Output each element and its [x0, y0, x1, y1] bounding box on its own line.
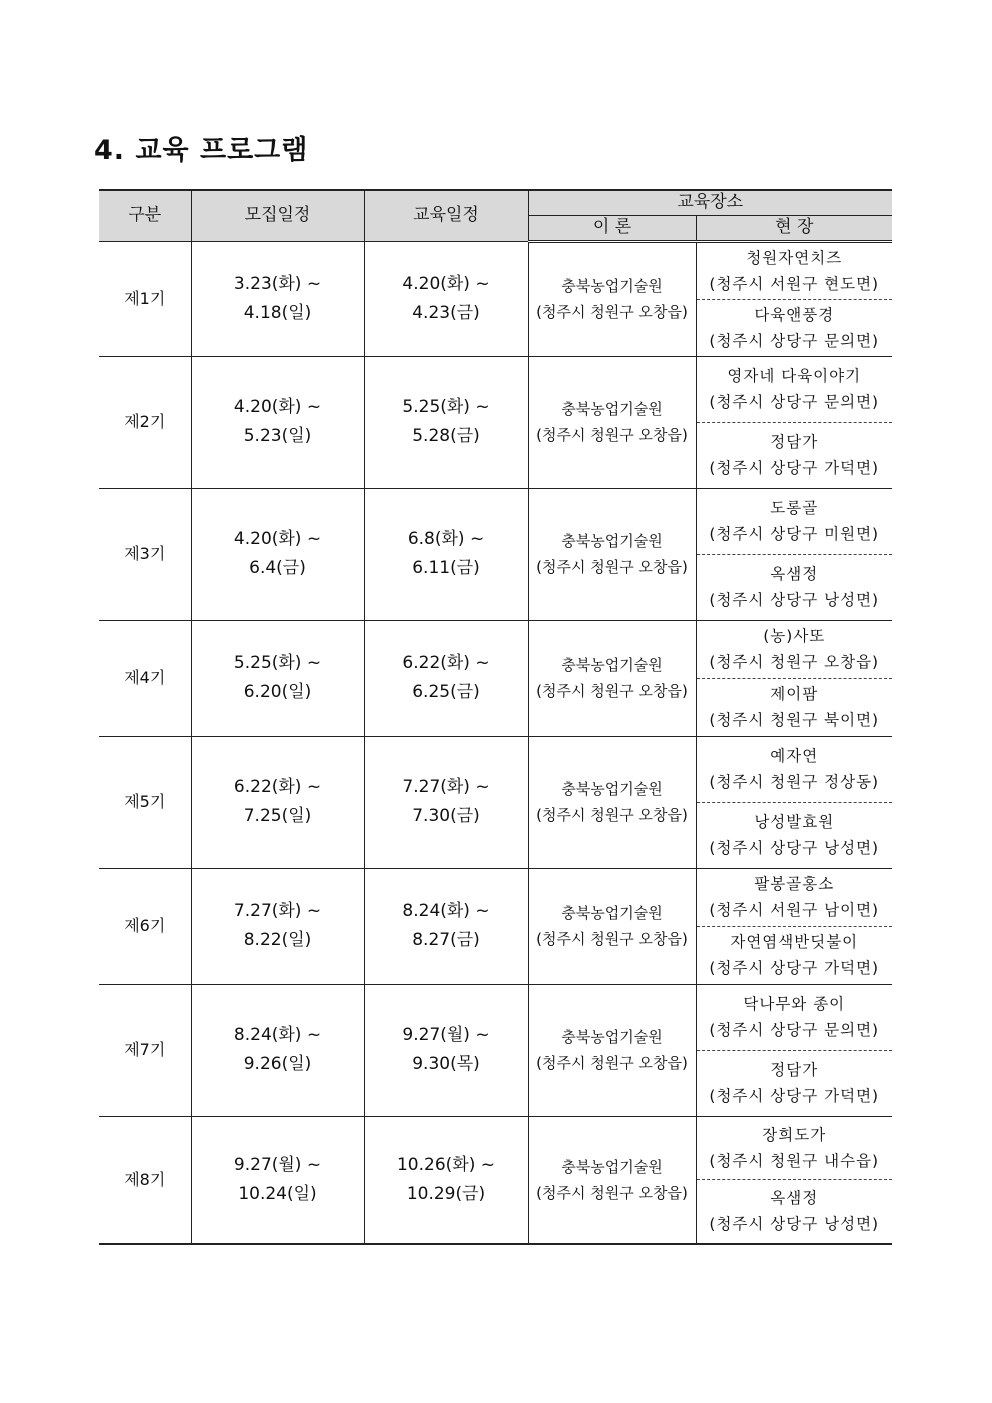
edu-date-line: 8.24(화) ~ — [402, 901, 490, 921]
field-site-cell — [696, 241, 892, 356]
recruit-date-line: 10.24(일) — [238, 1183, 317, 1204]
theory-place-cell — [528, 620, 696, 736]
field-site-address: (청주시 상당구 낭성면) — [709, 1215, 880, 1234]
recruit-date-line: 4.18(일) — [243, 302, 312, 323]
theory-place-line: 충북농업기술원 — [561, 1157, 663, 1176]
field-site-item — [697, 422, 893, 488]
recruit-schedule-cell — [191, 356, 364, 488]
field-site-name: 낭성발효원 — [754, 813, 835, 831]
theory-place-cell — [528, 488, 696, 620]
field-site-cell — [696, 1116, 892, 1244]
field-site-address: (청주시 상당구 문의면) — [709, 1021, 880, 1039]
field-site-address: (청주시 상당구 낭성면) — [709, 591, 880, 609]
field-site-item — [697, 869, 893, 926]
edu-schedule-cell — [364, 984, 528, 1116]
edu-schedule-cell — [364, 488, 528, 620]
header-edu: 교육일정 — [364, 190, 528, 241]
recruit-date-line: 9.27(월) ~ — [233, 1154, 322, 1175]
edu-date-line: 8.27(금) — [412, 930, 480, 950]
header-recruit: 모집일정 — [191, 190, 364, 241]
field-site-name: 영자네 다육이야기 — [727, 367, 862, 385]
theory-place-line: 충북농업기술원 — [561, 532, 663, 550]
field-site-name: 자연염색반딧불이 — [730, 933, 859, 951]
recruit-schedule-cell — [191, 620, 364, 736]
theory-place-line: 충북농업기술원 — [561, 656, 663, 674]
edu-schedule-cell — [364, 868, 528, 984]
generation-cell: 제2기 — [99, 356, 191, 488]
field-site-item — [697, 554, 893, 620]
program-table — [99, 189, 892, 1245]
field-site-address: (청주시 청원구 정상동) — [709, 773, 880, 791]
field-site-address: (청주시 상당구 가덕면) — [709, 459, 880, 477]
recruit-date-line: 4.20(화) ~ — [233, 529, 322, 549]
field-site-name: 팔봉골홍소 — [754, 875, 835, 893]
theory-place-line: (청주시 청원구 오창읍) — [536, 303, 688, 321]
field-site-address: (청주시 청원구 내수읍) — [709, 1151, 880, 1170]
theory-place-line: 충북농업기술원 — [561, 1028, 663, 1046]
edu-date-line: 6.11(금) — [412, 558, 480, 578]
theory-place-line: 충북농업기술원 — [561, 780, 663, 798]
theory-place-line: (청주시 청원구 오창읍) — [536, 806, 688, 824]
edu-date-line: 5.28(금) — [412, 426, 480, 446]
field-site-name: 예자연 — [770, 747, 819, 765]
edu-date-line: 4.23(금) — [412, 302, 480, 323]
edu-schedule-cell — [364, 241, 528, 356]
theory-place-cell — [528, 984, 696, 1116]
recruit-date-line: 6.20(일) — [243, 682, 312, 702]
field-site-address: (청주시 상당구 미원면) — [709, 525, 880, 543]
field-site-list — [697, 985, 893, 1116]
field-site-address: (청주시 상당구 가덕면) — [709, 1087, 880, 1105]
edu-date-line: 10.29(금) — [406, 1183, 486, 1204]
recruit-date-line: 3.23(화) ~ — [233, 273, 322, 294]
edu-date-line: 6.22(화) ~ — [402, 653, 490, 673]
theory-place-line: (청주시 청원구 오창읍) — [536, 682, 688, 700]
field-site-cell — [696, 620, 892, 736]
theory-place-line: (청주시 청원구 오창읍) — [536, 1054, 688, 1072]
table-row — [99, 736, 892, 868]
recruit-schedule-cell — [191, 736, 364, 868]
field-site-address: (청주시 상당구 문의면) — [709, 393, 880, 411]
field-site-name: 정담가 — [770, 433, 819, 451]
recruit-date-line: 7.27(화) ~ — [233, 901, 322, 921]
header-theory: 이 론 — [528, 215, 696, 241]
edu-date-line: 5.25(화) ~ — [402, 397, 490, 417]
field-site-name: 도롱골 — [770, 499, 819, 517]
recruit-date-line: 9.26(일) — [243, 1054, 312, 1074]
theory-place-line: (청주시 청원구 오창읍) — [536, 558, 688, 576]
field-site-address: (청주시 상당구 낭성면) — [709, 839, 880, 857]
header-field: 현 장 — [696, 215, 892, 241]
theory-place-line: 충북농업기술원 — [561, 277, 663, 295]
theory-place-cell — [528, 868, 696, 984]
edu-schedule-cell — [364, 736, 528, 868]
field-site-address: (청주시 상당구 문의면) — [709, 331, 880, 350]
section-title: 4. 교육 프로그램 — [94, 135, 309, 166]
generation-cell: 제5기 — [99, 736, 191, 868]
field-site-item — [697, 299, 893, 356]
field-site-list — [697, 621, 893, 736]
field-site-name: 정담가 — [770, 1061, 819, 1079]
table-row — [99, 488, 892, 620]
edu-date-line: 6.25(금) — [412, 682, 480, 702]
edu-date-line: 9.30(목) — [412, 1054, 480, 1074]
field-site-address: (청주시 청원구 오창읍) — [709, 653, 880, 671]
theory-place-line: (청주시 청원구 오창읍) — [536, 1183, 688, 1202]
field-site-item — [697, 621, 893, 678]
edu-schedule-cell — [364, 1116, 528, 1244]
field-site-name: 장희도가 — [762, 1125, 827, 1144]
theory-place-cell — [528, 1116, 696, 1244]
field-site-item — [697, 243, 893, 299]
edu-date-line: 7.30(금) — [412, 806, 480, 826]
field-site-name: 옥샘정 — [770, 1189, 819, 1208]
field-site-list — [697, 1117, 893, 1243]
field-site-name: 다육앤풍경 — [754, 305, 835, 324]
field-site-cell — [696, 488, 892, 620]
recruit-schedule-cell — [191, 868, 364, 984]
generation-cell: 제7기 — [99, 984, 191, 1116]
field-site-item — [697, 737, 893, 802]
recruit-date-line: 7.25(일) — [243, 806, 312, 826]
field-site-name: (농)사또 — [763, 627, 826, 645]
table-row — [99, 984, 892, 1116]
recruit-schedule-cell — [191, 984, 364, 1116]
theory-place-line: 충북농업기술원 — [561, 400, 663, 418]
field-site-cell — [696, 984, 892, 1116]
field-site-list — [697, 357, 893, 488]
generation-cell: 제3기 — [99, 488, 191, 620]
table-row — [99, 620, 892, 736]
field-site-address: (청주시 서원구 현도면) — [709, 274, 880, 293]
recruit-date-line: 5.25(화) ~ — [233, 653, 322, 673]
theory-place-cell — [528, 241, 696, 356]
field-site-cell — [696, 356, 892, 488]
recruit-date-line: 6.22(화) ~ — [233, 777, 322, 797]
generation-cell: 제1기 — [99, 241, 191, 356]
field-site-address: (청주시 서원구 남이면) — [709, 901, 880, 919]
header-gubun: 구분 — [99, 190, 191, 241]
table-row — [99, 241, 892, 356]
header-place: 교육장소 — [528, 190, 892, 215]
edu-schedule-cell — [364, 356, 528, 488]
field-site-item — [697, 802, 893, 868]
recruit-date-line: 8.22(일) — [243, 930, 312, 950]
recruit-schedule-cell — [191, 1116, 364, 1244]
recruit-schedule-cell — [191, 241, 364, 356]
theory-place-cell — [528, 736, 696, 868]
field-site-name: 청원자연치즈 — [746, 248, 843, 267]
field-site-item — [697, 678, 893, 736]
edu-date-line: 7.27(화) ~ — [402, 777, 490, 797]
theory-place-line: (청주시 청원구 오창읍) — [536, 426, 688, 444]
field-site-cell — [696, 736, 892, 868]
field-site-cell — [696, 868, 892, 984]
field-site-item — [697, 357, 893, 422]
recruit-date-line: 8.24(화) ~ — [233, 1025, 322, 1045]
field-site-list — [697, 243, 893, 356]
field-site-item — [697, 985, 893, 1050]
recruit-schedule-cell — [191, 488, 364, 620]
edu-date-line: 10.26(화) ~ — [396, 1154, 495, 1175]
generation-cell: 제4기 — [99, 620, 191, 736]
field-site-name: 제이팜 — [770, 685, 819, 703]
field-site-address: (청주시 상당구 가덕면) — [709, 959, 880, 977]
recruit-date-line: 6.4(금) — [249, 558, 306, 578]
recruit-date-line: 5.23(일) — [243, 426, 312, 446]
edu-date-line: 4.20(화) ~ — [402, 273, 490, 294]
recruit-date-line: 4.20(화) ~ — [233, 397, 322, 417]
field-site-address: (청주시 청원구 북이면) — [709, 711, 880, 729]
edu-schedule-cell — [364, 620, 528, 736]
field-site-list — [697, 489, 893, 620]
field-site-list — [697, 737, 893, 868]
table-row — [99, 1116, 892, 1244]
field-site-item — [697, 1179, 893, 1243]
theory-place-line: (청주시 청원구 오창읍) — [536, 930, 688, 948]
table-row — [99, 868, 892, 984]
table-row — [99, 356, 892, 488]
field-site-name: 옥샘정 — [770, 565, 819, 583]
field-site-item — [697, 926, 893, 984]
field-site-item — [697, 1117, 893, 1180]
generation-cell: 제8기 — [99, 1116, 191, 1244]
theory-place-cell — [528, 356, 696, 488]
theory-place-line: 충북농업기술원 — [561, 904, 663, 922]
edu-date-line: 6.8(화) ~ — [407, 529, 485, 549]
edu-date-line: 9.27(월) ~ — [402, 1025, 490, 1045]
field-site-name: 닥나무와 종이 — [743, 995, 846, 1013]
field-site-item — [697, 1050, 893, 1116]
generation-cell: 제6기 — [99, 868, 191, 984]
field-site-item — [697, 489, 893, 554]
field-site-list — [697, 869, 893, 984]
